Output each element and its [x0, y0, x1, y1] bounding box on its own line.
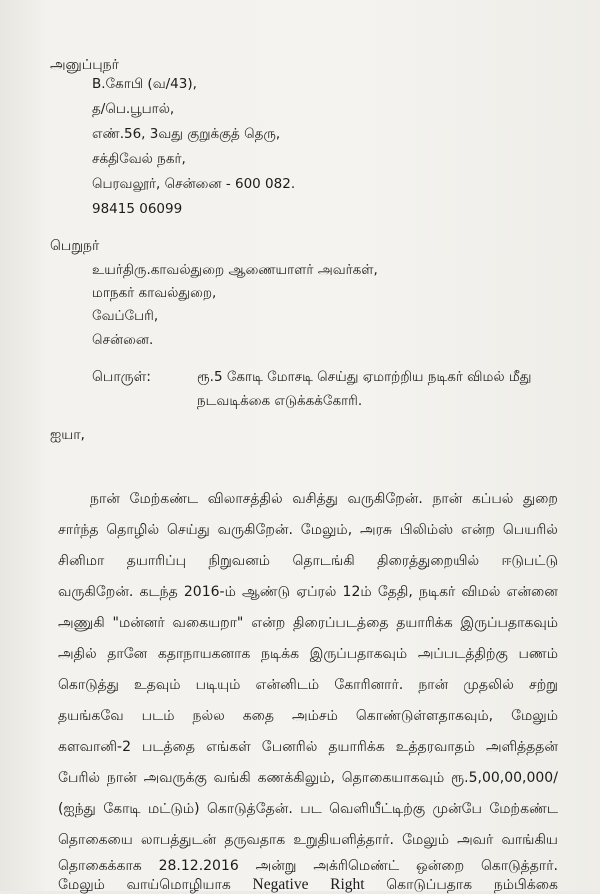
body-word: அன்று: [255, 858, 297, 874]
body-word: பட: [300, 801, 322, 817]
body-word: முதலில்: [463, 677, 514, 693]
subject-line: நடவடிக்கை எடுக்கக்கோரி.: [197, 393, 363, 409]
body-word: கொடுத்து: [58, 677, 119, 693]
body-word: திரைப்படத்தை: [293, 615, 389, 631]
body-word: இருப்பதாகவும்: [309, 646, 408, 662]
body-word: மட்டும்): [147, 801, 200, 817]
body-word: தொகையை: [58, 832, 133, 848]
body-word: படியும்: [195, 677, 241, 693]
body-word: மேற்கண்ட: [129, 491, 199, 507]
body-word: ஒன்றை: [416, 858, 465, 874]
body-line: [58, 583, 558, 601]
body-word: 12ம்: [342, 584, 372, 600]
body-word: கோரினார்.: [334, 677, 404, 693]
body-word: கணக்கிலும்,: [257, 770, 335, 786]
body-word: கொடுத்தார்.: [481, 858, 558, 874]
subject-line: ரூ.5 கோடி மோசடி செய்து ஏமாற்றிய நடிகர் விமல் மீது: [197, 369, 532, 385]
body-word: மேலும்: [58, 877, 105, 893]
body-word: சற்று: [528, 677, 558, 693]
body-word: பிலிம்ஸ்: [399, 522, 454, 538]
body-line: [58, 876, 558, 894]
body-word: ஏப்ரல்: [296, 584, 337, 600]
body-word: நான்: [90, 491, 120, 507]
body-line: [58, 521, 558, 539]
body-word: துறை: [523, 491, 558, 507]
body-word: கடந்த: [139, 584, 178, 600]
body-line: [90, 490, 558, 508]
body-word: Right: [330, 876, 365, 893]
body-word: முன்பே: [432, 801, 482, 817]
body-line: [58, 645, 558, 663]
body-word: அணுகி: [58, 615, 105, 631]
body-word: என்னை: [506, 584, 558, 600]
body-word: கொடுப்பதாக: [386, 877, 473, 893]
body-word: தொடங்கி: [292, 553, 355, 569]
recipient-line: சென்னை.: [92, 332, 154, 348]
body-word: ரூ.5,00,00,000/: [451, 770, 558, 786]
body-word: அவர்: [457, 832, 494, 848]
body-word: இருப்பதாகவும்: [460, 615, 558, 631]
body-word: "மன்னர்: [112, 615, 165, 631]
body-word: அவருக்கு: [143, 770, 207, 786]
body-word: தயாரிக்க: [396, 615, 453, 631]
body-word: அக்ரிமெண்ட்: [313, 858, 400, 874]
body-word: பேரில்: [58, 770, 101, 786]
body-word: செய்து: [166, 522, 210, 538]
body-word: சார்ந்த: [58, 522, 99, 538]
body-word: கோடி: [103, 801, 141, 817]
body-line: [58, 800, 558, 818]
body-word: லாபத்துடன்: [140, 832, 217, 848]
body-word: தயாரிப்பு: [126, 553, 187, 569]
body-word: மேலும்,: [300, 522, 353, 538]
body-word: வங்கி: [213, 770, 251, 786]
body-word: வகையறா": [172, 615, 244, 631]
body-word: அப்படத்திற்கு: [417, 646, 508, 662]
body-line: [58, 552, 558, 570]
body-word: கப்பல்: [471, 491, 514, 507]
salutation: ஐயா,: [50, 427, 86, 443]
body-word: திரைத்துறையில்: [377, 553, 480, 569]
body-word: அரசு: [360, 522, 392, 538]
body-word: உதவும்: [134, 677, 181, 693]
body-word: தொகைக்காக: [58, 858, 142, 874]
sender-line: எண்.56, 3வது குறுக்குத் தெரு,: [92, 126, 281, 142]
body-word: வருகிறேன்.: [217, 522, 293, 538]
body-word: சினிமா: [58, 553, 105, 569]
sender-phone: 98415 06099: [92, 201, 183, 217]
body-word: நல்ல: [192, 708, 225, 724]
body-word: வருகிறேன்.: [58, 584, 134, 600]
body-line: [58, 769, 558, 787]
body-word: விமல்: [461, 584, 501, 600]
body-word: மேலும்: [402, 832, 449, 848]
body-line: [58, 738, 558, 756]
body-word: தேதி,: [377, 584, 413, 600]
body-word: நான்: [106, 770, 137, 786]
body-line: [58, 857, 558, 875]
body-line: [58, 614, 558, 632]
body-word: தொகையாகவும்: [341, 770, 445, 786]
sender-heading: அனுப்புநர்: [50, 57, 119, 73]
body-word: தயாரிக்க: [328, 739, 385, 755]
body-word: பேனரில்: [261, 739, 318, 755]
body-word: நம்பிக்கை: [493, 877, 558, 893]
body-word: தானே: [107, 646, 148, 662]
subject-label: பொருள்:: [92, 369, 151, 385]
body-word: எங்கள்: [206, 739, 251, 755]
body-line: [58, 831, 558, 849]
body-word: அம்சம்: [292, 708, 338, 724]
body-word: களவானி-2: [58, 739, 132, 755]
body-word: தொழில்: [106, 522, 160, 538]
body-word: நடிகர்: [418, 584, 456, 600]
recipient-line: மாநகர் காவல்துறை,: [92, 285, 217, 301]
body-word: பெயரில்: [502, 522, 558, 538]
body-word: வசித்து: [292, 491, 338, 507]
sender-line: சக்திவேல் நகர்,: [92, 151, 186, 167]
body-word: படத்தை: [141, 739, 196, 755]
body-word: ஈடுபட்டு: [501, 553, 558, 569]
recipient-line: உயர்திரு.காவல்துறை ஆணையாளர் அவர்கள்,: [92, 262, 378, 278]
body-word: தயங்கவே: [58, 708, 124, 724]
sender-line: பெரவலூர், சென்னை - 600 082.: [92, 176, 296, 192]
body-word: வாய்மொழியாக: [126, 877, 231, 893]
body-word: வெளியீட்டிற்கு: [329, 801, 426, 817]
sender-line: த/பெ.பூபால்,: [92, 101, 175, 117]
body-word: நான்: [432, 491, 463, 507]
body-word: 28.12.2016: [158, 858, 239, 874]
recipient-heading: பெறுநர்: [50, 238, 100, 254]
body-word: (ஐந்து: [58, 801, 96, 817]
body-word: மேலும்: [511, 708, 558, 724]
body-word: உத்தரவாதம்: [395, 739, 476, 755]
body-word: தருவதாக: [224, 832, 286, 848]
body-word: படம்: [141, 708, 175, 724]
body-word: விலாசத்தில்: [207, 491, 283, 507]
body-word: Negative: [252, 876, 309, 893]
body-word: அதில்: [58, 646, 97, 662]
body-word: வருகிறேன்.: [347, 491, 423, 507]
body-word: உறுதியளித்தார்.: [293, 832, 394, 848]
recipient-line: வேப்பேரி,: [92, 308, 159, 324]
body-word: வாங்கிய: [501, 832, 558, 848]
body-word: நிறுவனம்: [208, 553, 271, 569]
sender-line: B.கோபி (வ/43),: [92, 76, 197, 92]
body-word: அளித்ததன்: [486, 739, 558, 755]
body-word: என்னிடம்: [255, 677, 320, 693]
body-word: என்ற: [251, 615, 286, 631]
body-word: மேற்கண்ட: [489, 801, 558, 817]
body-line: [58, 676, 558, 694]
body-word: 2016-ம்: [183, 584, 236, 600]
body-word: ஆண்டு: [242, 584, 291, 600]
body-word: கொடுத்தேன்.: [206, 801, 293, 817]
body-word: கதை: [242, 708, 275, 724]
body-line: [58, 707, 558, 725]
body-word: நான்: [418, 677, 449, 693]
body-word: நடிக்க: [261, 646, 300, 662]
body-word: பணம்: [518, 646, 558, 662]
body-word: கொண்டுள்ளதாகவும்,: [355, 708, 494, 724]
body-word: கதாநாயகனாக: [157, 646, 251, 662]
body-word: என்ற: [461, 522, 496, 538]
